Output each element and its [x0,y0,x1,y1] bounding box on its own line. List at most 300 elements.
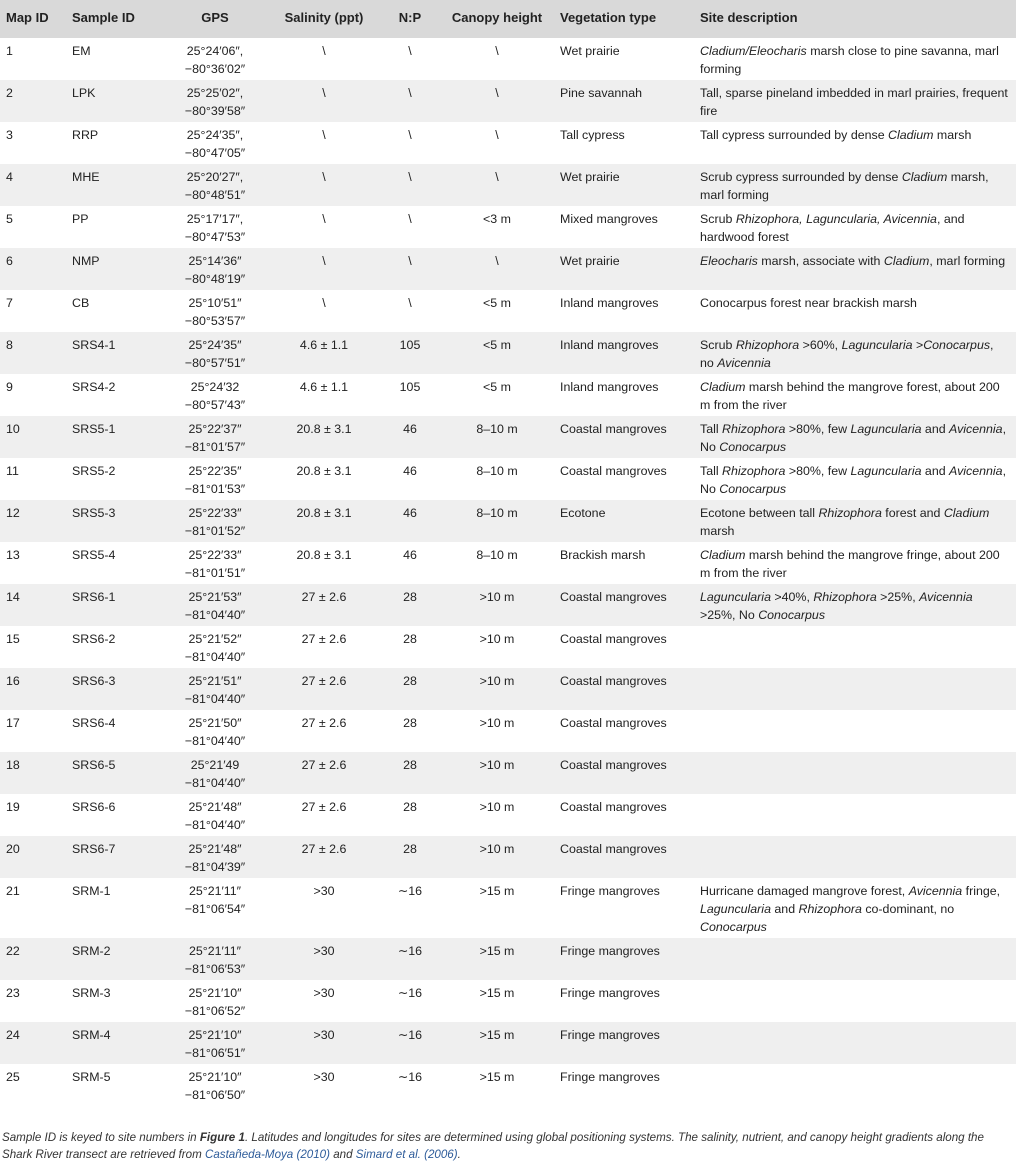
cell-canopy-height: <5 m [483,296,511,310]
gps-longitude: −81°04′40″ [184,650,246,664]
cell-vegetation-type: Coastal mangroves [560,800,667,814]
description-italic-text: Conocarpus [719,482,787,496]
cell-canopy-height: <3 m [483,212,511,226]
description-italic-text: Eleocharis [700,254,758,268]
description-italic-text: Conocarpus [758,608,826,622]
cell-vegetation-type: Coastal mangroves [554,584,694,626]
header-site-description: Site description [694,0,1016,38]
gps-longitude: −81°01′52″ [184,524,246,538]
cell-gps [162,836,268,878]
cell-np: 46 [380,416,440,458]
cell-np: \ [380,164,440,206]
cell-map-id: 14 [0,584,66,626]
cell-gps [162,710,268,752]
cell-map-id: 17 [6,716,20,730]
cell-canopy-height: <5 m [483,380,511,394]
cell-canopy-height: >10 m [479,716,515,730]
cell-salinity: >30 [313,884,335,898]
description-italic-text: Laguncularia [850,422,922,436]
cell-salinity: 4.6 ± 1.1 [268,332,380,374]
cell-map-id: 19 [6,800,20,814]
cell-gps [162,668,268,710]
cell-site-description [694,374,1016,416]
gps-latitude: 25°21′10″ [188,1070,242,1084]
gps-longitude: −81°04′40″ [184,776,246,790]
cell-np: 28 [403,716,417,730]
table-row [0,416,1016,458]
cell-vegetation-type: Mixed mangroves [560,212,658,226]
cell-site-description [694,38,1016,80]
gps-latitude: 25°10′51″ [188,296,242,310]
cell-salinity: 20.8 ± 3.1 [268,500,380,542]
cell-sample-id: SRS4-1 [66,332,162,374]
description-italic-text: Cladium [700,548,746,562]
gps-longitude: −81°06′54″ [184,902,246,916]
description-italic-text: Conocarpus [719,440,787,454]
cell-salinity: >30 [313,986,335,1000]
cell-salinity: 27 ± 2.6 [301,716,347,730]
description-italic-text: Conocarpus [923,338,991,352]
header-canopy-height: Canopy height [440,0,554,38]
cell-site-description [694,122,1016,164]
table-row [0,164,1016,206]
cell-sample-id: SRS6-6 [72,800,116,814]
table-row [0,80,1016,122]
table-row [0,122,1016,164]
gps-longitude: −80°47′05″ [184,146,246,160]
description-italic-text: Cladium [901,170,948,184]
cell-np: \ [380,80,440,122]
gps-latitude: 25°21′48″ [188,842,242,856]
gps-latitude: 25°22′33″ [188,506,242,520]
gps-latitude: 25°17′17″, [186,212,244,226]
table-row [0,1064,1016,1106]
cell-map-id: 2 [0,80,66,122]
description-text: > [912,338,924,352]
cell-map-id: 1 [6,44,13,58]
cell-map-id: 8 [0,332,66,374]
header-vegetation-type: Vegetation type [554,0,694,38]
gps-longitude: −80°48′51″ [184,188,246,202]
description-italic-text: Laguncularia [850,464,922,478]
cell-vegetation-type: Coastal mangroves [560,464,667,478]
table-row [0,206,1016,248]
gps-latitude: 25°21′11″ [188,884,242,898]
cell-sample-id: SRS5-2 [72,464,116,478]
cell-sample-id: NMP [66,248,162,290]
gps-latitude: 25°21′10″ [188,1028,242,1042]
cell-np: 28 [380,668,440,710]
gps-longitude: −81°04′40″ [184,608,246,622]
gps-longitude: −80°48′19″ [184,272,246,286]
gps-latitude: 25°25′02″, [186,86,244,100]
description-text: and [921,464,950,478]
cell-vegetation-type: Fringe mangroves [554,1022,694,1064]
cell-site-description [694,584,1016,626]
description-text: >25%, [876,590,920,604]
cell-map-id: 22 [0,938,66,980]
table-row [0,1022,1016,1064]
header-sample-id: Sample ID [66,0,162,38]
gps-latitude: 25°21′48″ [188,800,242,814]
cell-gps [162,878,268,938]
cell-sample-id: SRS5-4 [72,548,116,562]
cell-salinity: >30 [313,1070,335,1084]
table-row [0,248,1016,290]
cell-vegetation-type: Coastal mangroves [554,416,694,458]
cell-sample-id: SRS6-4 [72,716,116,730]
description-text: Scrub [700,212,736,226]
caption-text-3: and [330,1148,356,1161]
cell-np: \ [408,212,412,226]
description-text: Scrub [700,338,736,352]
cell-canopy-height: \ [495,44,499,58]
cell-salinity: 20.8 ± 3.1 [296,548,352,562]
cell-site-description [694,164,1016,206]
cell-np: \ [408,296,412,310]
cell-np: 28 [380,836,440,878]
cell-gps [162,584,268,626]
cell-salinity: 4.6 ± 1.1 [299,380,349,394]
cell-sample-id: EM [72,44,91,58]
cell-gps [162,500,268,542]
cell-site-description [694,416,1016,458]
gps-longitude: −80°57′43″ [184,398,246,412]
description-italic-text: Rhizophora [818,506,882,520]
cell-map-id: 5 [6,212,13,226]
caption-text-4: . [457,1148,461,1161]
cell-np: 28 [380,584,440,626]
cell-vegetation-type: Wet prairie [554,164,694,206]
description-italic-text: Cladium [943,506,990,520]
cell-canopy-height: >10 m [440,584,554,626]
cell-vegetation-type: Fringe mangroves [554,938,694,980]
cell-salinity: \ [322,44,326,58]
description-text: >60%, [799,338,842,352]
description-text: and [921,422,950,436]
gps-latitude: 25°21′50″ [188,716,242,730]
table-row [0,290,1016,332]
gps-longitude: −81°06′50″ [184,1088,246,1102]
cell-map-id: 10 [0,416,66,458]
description-text: fringe, [962,884,1001,898]
cell-salinity: 27 ± 2.6 [268,836,380,878]
description-text: >40%, [770,590,814,604]
description-text: >80%, few [785,464,851,478]
description-text: marsh, marl forming [700,170,989,202]
description-italic-text: Laguncularia [841,338,913,352]
cell-np: 46 [403,464,417,478]
caption-ref-castaneda[interactable]: Castañeda-Moya (2010) [204,1148,330,1161]
gps-latitude: 25°21′51″ [188,674,242,688]
description-text: , No [700,464,1007,496]
cell-canopy-height: >10 m [440,752,554,794]
table-row [0,878,1016,938]
cell-np: \ [408,44,412,58]
description-text: and [770,902,799,916]
cell-map-id: 6 [0,248,66,290]
description-italic-text: Avicennia [717,356,771,370]
description-text: marsh [933,128,972,142]
cell-salinity: 27 ± 2.6 [301,800,347,814]
cell-vegetation-type: Pine savannah [554,80,694,122]
gps-longitude: −81°01′57″ [184,440,246,454]
description-text: marsh, associate with [757,254,884,268]
cell-np: ∼16 [380,1022,440,1064]
cell-gps [162,290,268,332]
description-italic-text: Cladium [700,380,746,394]
cell-salinity: \ [322,212,326,226]
cell-site-description [694,794,1016,836]
cell-vegetation-type: Inland mangroves [560,380,659,394]
cell-gps [162,416,268,458]
cell-sample-id: SRS5-1 [66,416,162,458]
description-italic-text: Avicennia [908,884,963,898]
description-text: Ecotone between tall [700,506,819,520]
cell-np: 105 [380,332,440,374]
cell-gps [162,752,268,794]
description-text: Scrub cypress surrounded by dense [700,170,902,184]
table-row [0,710,1016,752]
cell-sample-id: SRS4-2 [72,380,116,394]
caption-ref-simard[interactable]: Simard et al. (2006) [355,1148,458,1161]
cell-map-id: 3 [6,128,13,142]
cell-sample-id: SRS5-3 [66,500,162,542]
cell-vegetation-type: Coastal mangroves [560,716,667,730]
cell-site-description [694,626,1016,668]
cell-gps [162,458,268,500]
cell-site-description [694,542,1016,584]
cell-sample-id: MHE [66,164,162,206]
cell-np: 28 [380,752,440,794]
cell-canopy-height: 8–10 m [440,416,554,458]
cell-sample-id: SRS6-2 [72,632,116,646]
cell-map-id: 24 [0,1022,66,1064]
cell-vegetation-type: Wet prairie [554,248,694,290]
cell-salinity: \ [268,248,380,290]
description-italic-text: Rhizophora [722,464,786,478]
cell-vegetation-type: Coastal mangroves [554,668,694,710]
cell-canopy-height: >10 m [440,836,554,878]
cell-np: 28 [403,632,417,646]
cell-site-description [694,332,1016,374]
cell-site-description [694,1064,1016,1106]
cell-site-description [694,878,1016,938]
cell-np: ∼16 [397,1070,423,1084]
gps-longitude: −80°36′02″ [184,62,246,76]
gps-latitude: 25°24′06″, [186,44,244,58]
cell-site-description [694,80,1016,122]
cell-vegetation-type: Fringe mangroves [560,986,660,1000]
cell-canopy-height: <5 m [440,332,554,374]
description-text: Tall, sparse pineland imbedded in marl prairies, frequent fire [700,86,1008,118]
cell-vegetation-type: Inland mangroves [560,296,659,310]
gps-latitude: 25°24′35″ [188,338,242,352]
cell-gps [162,332,268,374]
cell-gps [162,374,268,416]
table-row [0,584,1016,626]
cell-map-id: 7 [6,296,13,310]
cell-salinity: \ [268,164,380,206]
cell-site-description [694,938,1016,980]
gps-latitude: 25°24′32 [190,380,240,394]
caption-figure-link[interactable]: Figure 1 [199,1131,245,1144]
cell-gps [162,248,268,290]
description-italic-text: Laguncularia [700,902,771,916]
gps-longitude: −80°53′57″ [184,314,246,328]
cell-gps [162,206,268,248]
description-italic-text: Rhizophora [722,422,786,436]
cell-canopy-height: \ [440,164,554,206]
gps-longitude: −80°39′58″ [184,104,246,118]
cell-map-id: 13 [6,548,20,562]
cell-salinity: 27 ± 2.6 [268,668,380,710]
description-text: >25%, No [700,608,759,622]
cell-vegetation-type: Fringe mangroves [560,884,660,898]
description-italic-text: Cladium [883,254,930,268]
table-header-row [0,0,1016,38]
cell-canopy-height: >15 m [440,938,554,980]
description-text: marsh close to pine savanna, marl forming [700,44,999,76]
cell-site-description [694,836,1016,878]
cell-site-description [694,206,1016,248]
cell-gps [162,1064,268,1106]
cell-sample-id: SRS6-7 [66,836,162,878]
cell-sample-id: SRS6-5 [66,752,162,794]
cell-vegetation-type: Fringe mangroves [560,1070,660,1084]
description-text: forest and [881,506,944,520]
cell-map-id: 9 [6,380,13,394]
cell-canopy-height: >10 m [440,668,554,710]
description-italic-text: Laguncularia [700,590,771,604]
table-caption [2,1129,1014,1163]
gps-latitude: 25°21′52″ [188,632,242,646]
cell-np: 46 [403,548,417,562]
cell-gps [162,164,268,206]
description-text: marsh behind the mangrove fringe, about 200 m from the river [700,548,1000,580]
cell-sample-id: SRM-4 [66,1022,162,1064]
cell-np: 28 [403,800,417,814]
description-italic-text: Conocarpus [700,920,767,934]
cell-sample-id: SRM-2 [66,938,162,980]
table-row [0,752,1016,794]
gps-latitude: 25°22′33″ [188,548,242,562]
description-italic-text: Cladium [888,128,934,142]
cell-salinity: \ [322,128,326,142]
description-text: Tall cypress surrounded by dense [700,128,889,142]
gps-longitude: −81°04′40″ [184,818,246,832]
cell-canopy-height: \ [440,80,554,122]
gps-latitude: 25°24′35″, [186,128,244,142]
description-text: , no [700,338,994,370]
description-italic-text: Avicennia [949,464,1003,478]
gps-longitude: −81°01′53″ [184,482,246,496]
cell-salinity: \ [268,80,380,122]
gps-longitude: −81°06′51″ [184,1046,246,1060]
gps-longitude: −80°57′51″ [184,356,246,370]
header-gps: GPS [162,0,268,38]
cell-site-description [694,248,1016,290]
gps-latitude: 25°20′27″, [186,170,244,184]
gps-latitude: 25°21′53″ [188,590,242,604]
cell-salinity: 20.8 ± 3.1 [268,416,380,458]
gps-longitude: −81°04′40″ [184,734,246,748]
table-row [0,668,1016,710]
cell-canopy-height: 8–10 m [440,500,554,542]
description-italic-text: Rhizophora [798,902,862,916]
table-row [0,794,1016,836]
cell-salinity: 20.8 ± 3.1 [296,464,352,478]
cell-sample-id: PP [72,212,89,226]
cell-salinity: \ [322,296,326,310]
gps-longitude: −81°01′51″ [184,566,246,580]
cell-canopy-height: >15 m [479,1070,515,1084]
table-row [0,938,1016,980]
gps-latitude: 25°21′49 [190,758,240,772]
cell-map-id: 11 [6,464,19,478]
cell-site-description [694,752,1016,794]
cell-canopy-height: \ [440,248,554,290]
cell-gps [162,122,268,164]
cell-site-description [694,710,1016,752]
table-row [0,836,1016,878]
table-row [0,980,1016,1022]
cell-sample-id: LPK [66,80,162,122]
description-italic-text: Rhizophora, Laguncularia, Avicennia [735,212,937,226]
description-text: co-dominant, no [861,902,955,916]
cell-salinity: 27 ± 2.6 [301,632,347,646]
cell-site-description [694,668,1016,710]
cell-map-id: 16 [0,668,66,710]
cell-map-id: 18 [0,752,66,794]
description-italic-text: Rhizophora [735,338,800,352]
table-row [0,542,1016,584]
description-italic-text: Avicennia [949,422,1003,436]
cell-sample-id: RRP [72,128,99,142]
cell-site-description [694,1022,1016,1064]
description-text: marsh [700,524,735,538]
cell-np: \ [380,248,440,290]
header-np: N:P [380,0,440,38]
gps-latitude: 25°21′11″ [188,944,242,958]
cell-np: 105 [399,380,421,394]
table-row [0,500,1016,542]
cell-canopy-height: >15 m [479,884,515,898]
table-body [0,38,1016,1106]
cell-map-id: 21 [6,884,20,898]
cell-salinity: >30 [268,1022,380,1064]
cell-np: ∼16 [397,884,423,898]
cell-map-id: 20 [0,836,66,878]
cell-gps [162,80,268,122]
cell-map-id: 25 [6,1070,20,1084]
description-text: >80%, few [785,422,851,436]
table-row [0,626,1016,668]
cell-canopy-height: >15 m [479,986,515,1000]
gps-latitude: 25°14′36″ [188,254,242,268]
cell-gps [162,794,268,836]
cell-gps [162,980,268,1022]
table-row [0,458,1016,500]
cell-sample-id: CB [72,296,90,310]
description-text: Conocarpus forest near brackish marsh [700,296,917,310]
description-italic-text: Rhizophora [813,590,877,604]
cell-site-description [694,458,1016,500]
gps-longitude: −81°06′52″ [184,1004,246,1018]
cell-salinity: >30 [268,938,380,980]
gps-longitude: −81°06′53″ [184,962,246,976]
table-row [0,332,1016,374]
